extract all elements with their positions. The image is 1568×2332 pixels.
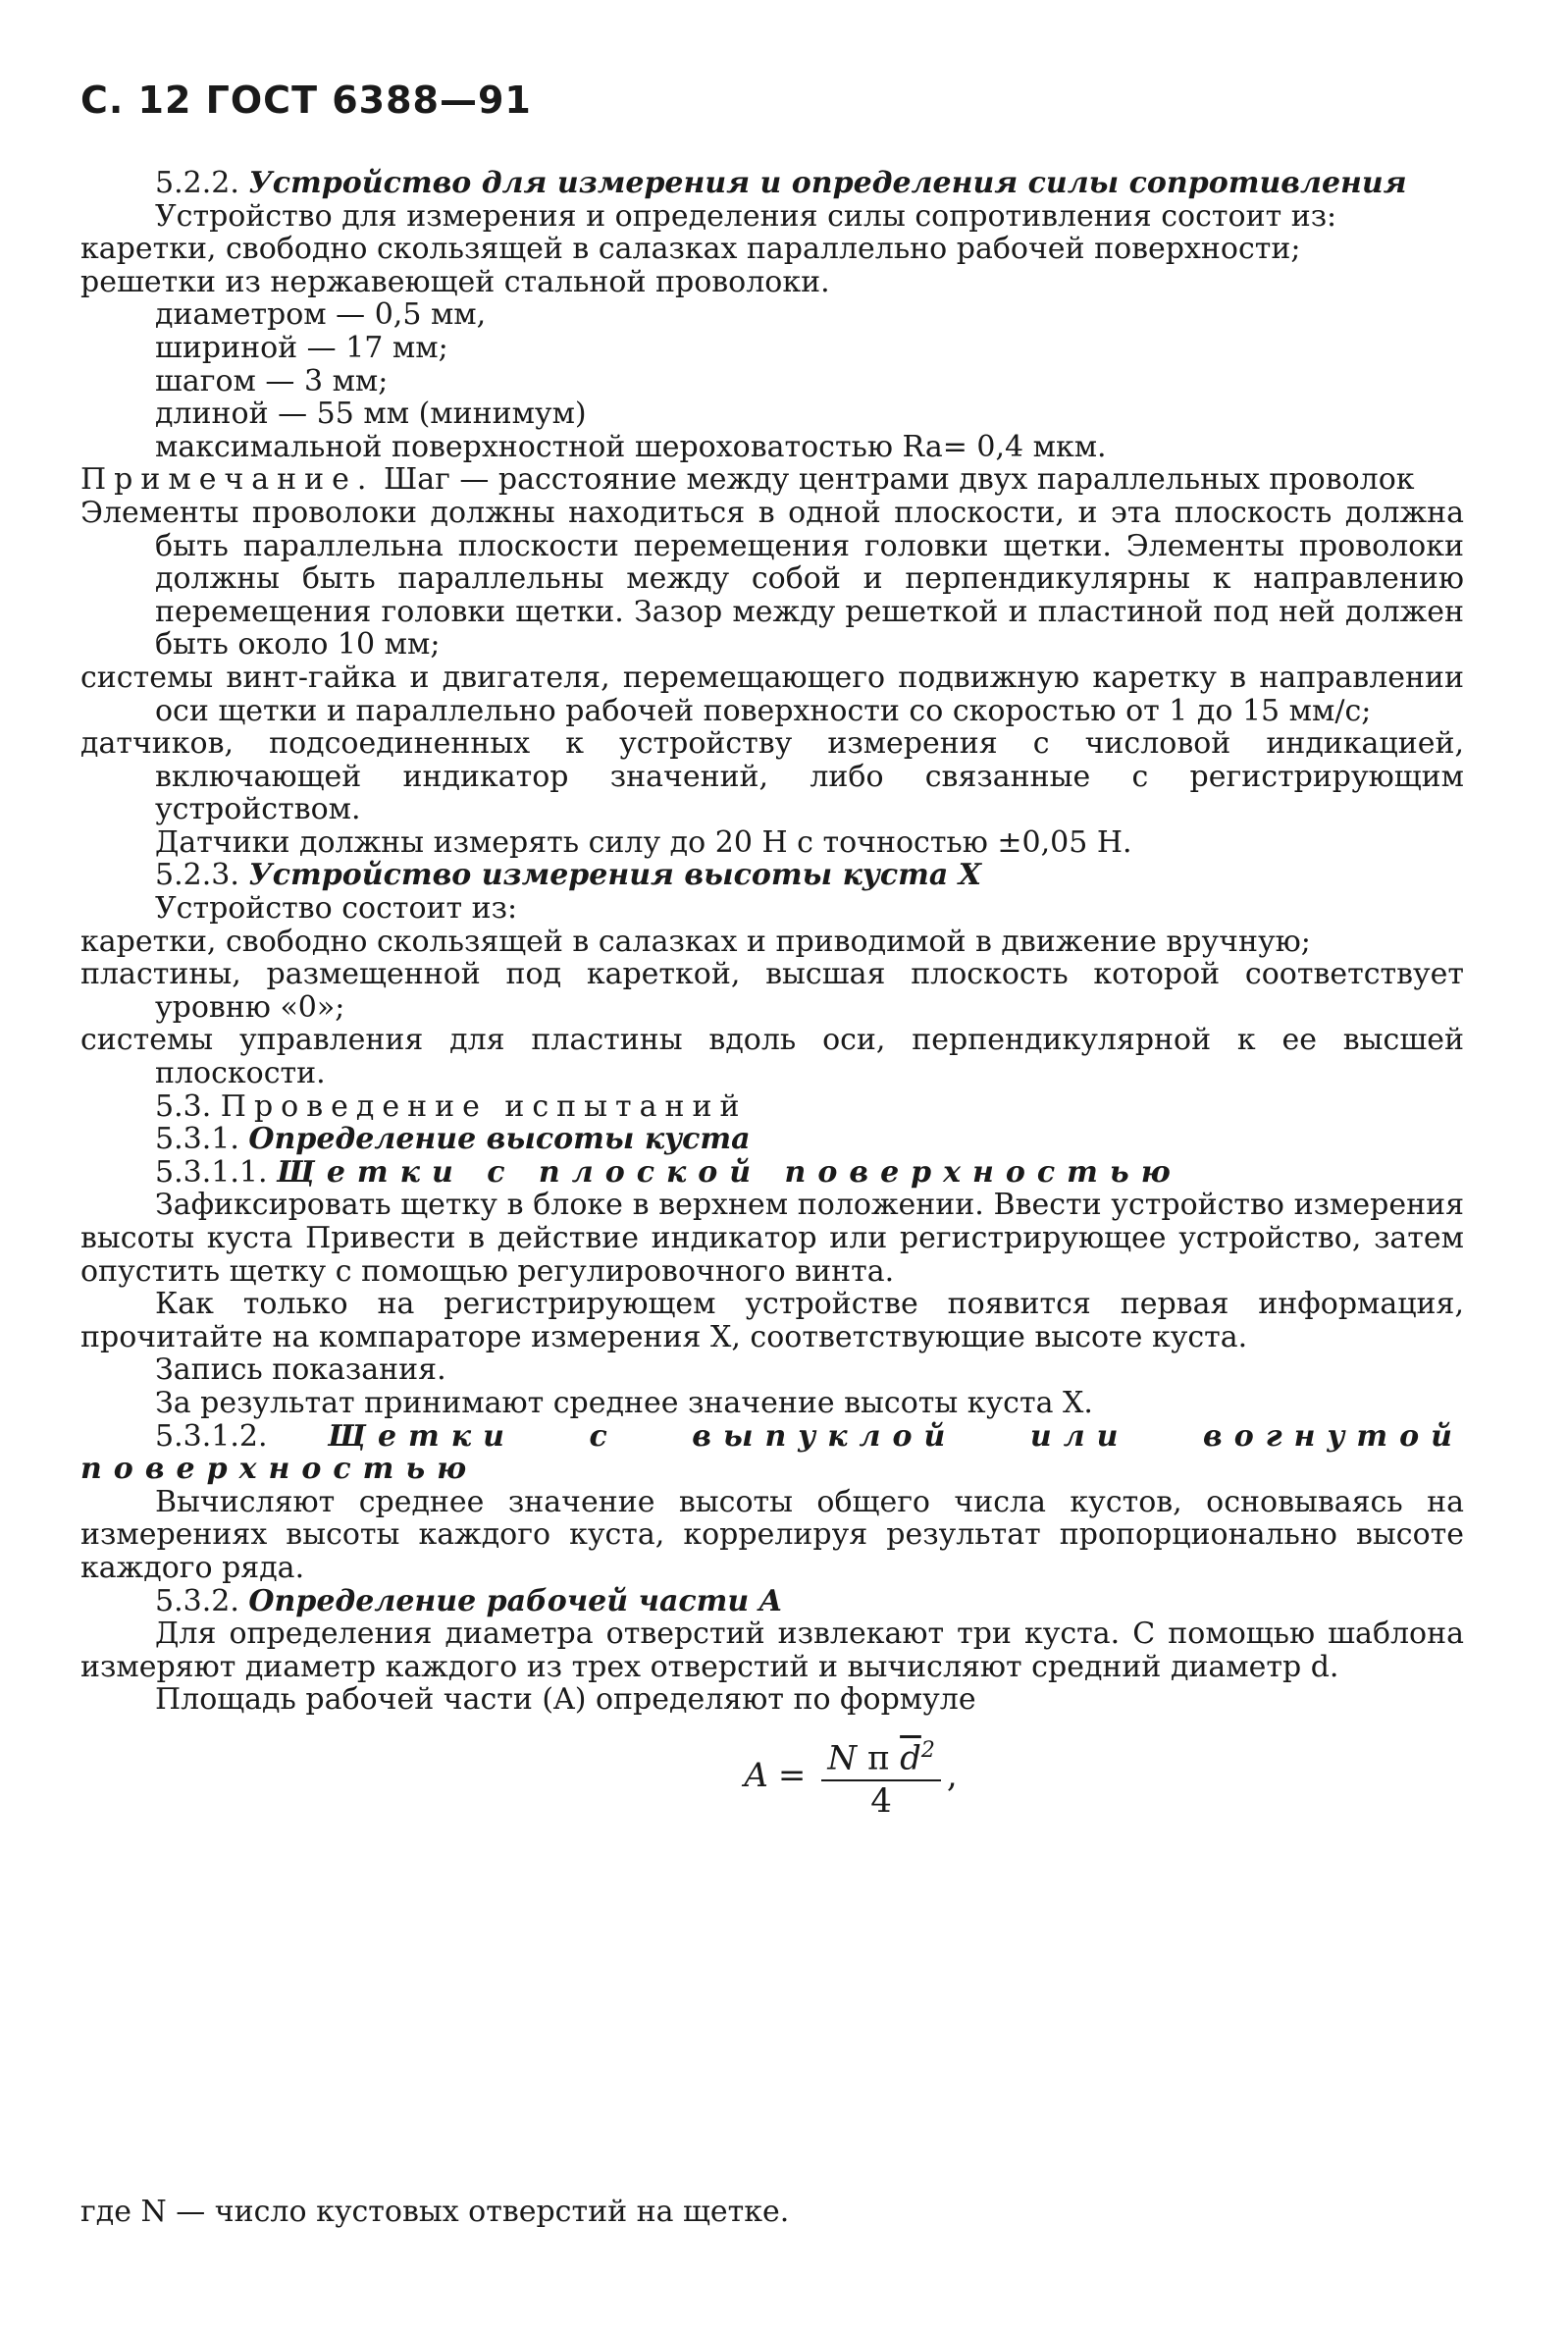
paragraph: Зафиксировать щетку в блоке в верхнем положении. Ввести устройство измерения высоты куста Привести в действие индикатор или регистрирующее устройство, затем опустить щетку с помощью регулировочного винта. — [80, 1188, 1464, 1289]
list-item: системы винт-гайка и двигателя, перемещающего подвижную каретку в направлении оси щетки и параллельно рабочей поверхности со скоростью от 1 до 15 мм/с; — [80, 660, 1464, 728]
section-5-3-title: Проведение испытаний — [220, 1088, 748, 1124]
area-formula — [80, 1734, 1464, 1819]
section-5-3-2-heading: 5.3.2. Определение рабочей части A — [155, 1583, 782, 1618]
list-item: решетки из нержавеющей стальной проволоки. — [80, 264, 830, 299]
paragraph: Как только на регистрирующем устройстве появится первая информация, прочитайте на компараторе измерения X, соответствующие высоте куста. — [80, 1287, 1464, 1354]
list-item: шириной — 17 мм; — [155, 330, 448, 365]
formula-lhs: A — [744, 1755, 768, 1795]
list-item: каретки, свободно скользящей в салазках параллельно рабочей поверхности; — [80, 232, 1301, 267]
section-5-3-1-title: Определение высоты куста — [248, 1122, 751, 1157]
paragraph: Устройство состоит из: — [155, 891, 518, 927]
section-5-3-2-title: Определение рабочей части A — [248, 1583, 782, 1618]
wire-params-list — [80, 298, 1464, 463]
note — [80, 463, 1464, 497]
paragraph: Запись показания. — [155, 1352, 446, 1388]
list-item: пластины, размещенной под кареткой, высшая плоскость которой соответствует уровню «0»; — [80, 957, 1464, 1025]
section-5-3-1-1-heading: 5.3.1.1. Щетки с плоской поверхностью — [155, 1154, 1182, 1190]
paragraph: За результат принимают среднее значение высоты куста X. — [155, 1385, 1093, 1420]
section-5-3-1-1-title: Щетки с плоской поверхностью — [277, 1154, 1182, 1190]
note-label: Примечание. — [80, 462, 375, 498]
formula-legend: где N — число кустовых отверстий на щетке. — [80, 2195, 790, 2229]
section-5-3-1-2-heading: 5.3.1.2. Щетки с выпуклой или вогнутой поверхностью — [80, 1418, 1464, 1487]
section-5-2-2-title: Устройство для измерения и определения силы сопротивления — [248, 166, 1407, 200]
list-item: диаметром — 0,5 мм, — [155, 297, 487, 333]
section-5-2-3-heading: 5.2.3. Устройство измерения высоты куста X — [155, 858, 982, 893]
paragraph: Устройство для измерения и определения силы сопротивления состоит из: — [155, 198, 1337, 234]
section-5-3-heading: 5.3. Проведение испытаний — [155, 1088, 748, 1124]
paragraph: Для определения диаметра отверстий извлекают три куста. С помощью шаблона измеряют диаметр каждого из трех отверстий и вычисляют средний диаметр d. — [80, 1616, 1464, 1684]
paragraph: Вычисляют среднее значение высоты общего числа кустов, основываясь на измерениях высоты каждого куста, коррелируя результат пропорционально высоте каждого ряда. — [80, 1484, 1464, 1585]
section-5-3-1-heading: 5.3.1. Определение высоты куста — [155, 1122, 751, 1157]
paragraph: Площадь рабочей части (A) определяют по формуле — [155, 1682, 976, 1718]
formula-equals: = — [777, 1755, 807, 1795]
section-5-3-1-2-title: Щетки с выпуклой или вогнутой поверхностью — [80, 1418, 1464, 1487]
document-body — [80, 167, 1464, 1843]
list-item: системы управления для пластины вдоль оси, перпендикулярной к ее высшей плоскости. — [80, 1023, 1464, 1091]
note-text: Шаг — расстояние между центрами двух параллельных проволок — [384, 462, 1415, 498]
paragraph: Элементы проволоки должны находиться в одной плоскости, и эта плоскость должна быть параллельна плоскости перемещения головки щетки. Элементы проволоки должны быть параллельны между собой и перпендикулярны к направлению перемещения головки щетки. Зазор между решеткой и пластиной под ней должен быть около 10 мм; — [80, 495, 1464, 662]
list-item: шагом — 3 мм; — [155, 363, 389, 398]
formula-numerator: N π $\overline{d}^2$ — [821, 1734, 941, 1781]
list-item: каретки, свободно скользящей в салазках и приводимой в движение вручную; — [80, 924, 1311, 959]
section-5-2-3-title: Устройство измерения высоты куста X — [248, 858, 982, 893]
list-item: датчиков, подсоединенных к устройству измерения с числовой индикацией, включающей индикатор значений, либо связанные с регистрирующим устройством. — [80, 726, 1464, 827]
formula-comma: , — [946, 1755, 958, 1795]
section-5-2-2-heading: 5.2.2. Устройство для измерения и определения силы сопротивления — [155, 166, 1407, 200]
page-header: С. 12 ГОСТ 6388—91 — [80, 79, 532, 122]
list-item: длиной — 55 мм (минимум) — [155, 397, 587, 432]
formula-denominator: 4 — [870, 1780, 892, 1821]
formula-fraction — [821, 1734, 941, 1819]
paragraph: Датчики должны измерять силу до 20 Н с точностью ±0,05 Н. — [155, 824, 1132, 860]
list-item: максимальной поверхностной шероховатостью Ra= 0,4 мкм. — [155, 429, 1107, 464]
